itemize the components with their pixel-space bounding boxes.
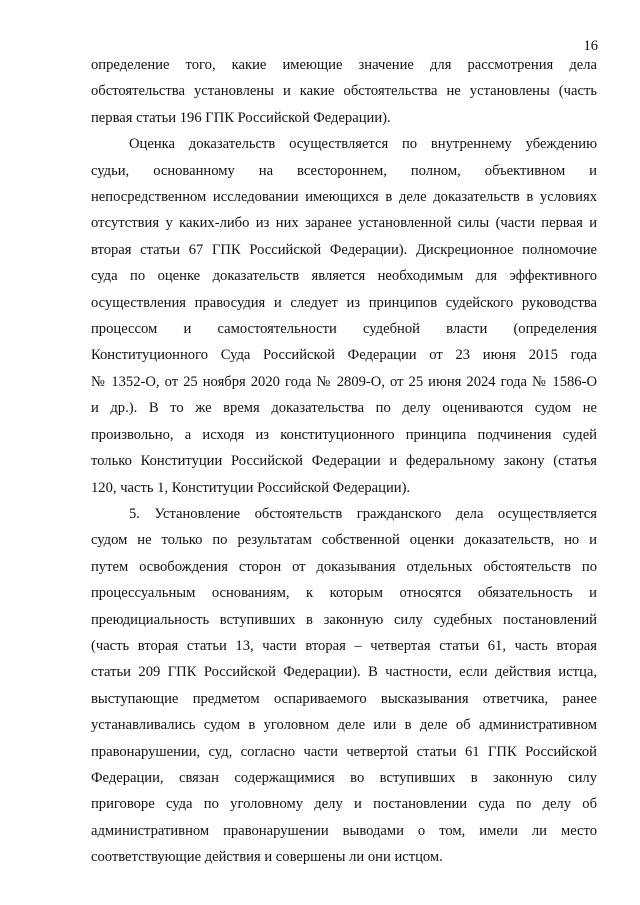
text-line: и др.). В то же время доказательства по делу оцениваются судом не [91,400,597,417]
text-line: только Конституции Российской Федерации и федеральному закону (статья [91,453,597,470]
text-line: обстоятельства установлены и какие обстоятельства не установлены (часть [91,83,597,100]
text-line: судьи, основанному на всестороннем, полном, объективном и [91,162,597,179]
text-line: Конституционного Суда Российской Федерации от 23 июня 2015 года [91,347,597,364]
text-line: непосредственном исследовании имеющихся в деле доказательств в условиях [91,189,597,206]
text-line: вторая статьи 67 ГПК Российской Федерации). Дискреционное полномочие [91,241,597,258]
text-line: правонарушении, суд, согласно части четвертой статьи 61 ГПК Российской [91,743,597,760]
text-line: (часть вторая статьи 13, части вторая – четвертая статьи 61, часть вторая [91,637,597,654]
text-line: приговоре суда по уголовному делу и постановлении суда по делу об [91,796,597,813]
text-line: процессом и самостоятельности судебной власти (определения [91,321,597,338]
paragraph-2 [91,131,597,501]
text-line: определение того, какие имеющие значение для рассмотрения дела [91,57,597,73]
text-line: суда по оценке доказательств является необходимым для эффективного [91,268,597,285]
text-line: Оценка доказательств осуществляется по внутреннему убеждению [129,136,597,153]
text-line: судом не только по результатам собственной оценки доказательств, но и [91,532,597,549]
text-line: статьи 209 ГПК Российской Федерации). В частности, если действия истца, [91,664,597,681]
text-line: № 1352-О, от 25 ноября 2020 года № 2809-О, от 25 июня 2024 года № 1586-О [91,373,597,390]
text-line: выступающие предметом оспариваемого высказывания ответчика, ранее [91,690,597,707]
text-line: первая статьи 196 ГПК Российской Федерации). [91,109,391,126]
text-line: соответствующие действия и совершены ли они истцом. [91,849,443,866]
text-line: отсутствия у каких-либо из них заранее установленной силы (части первая и [91,215,597,232]
text-line: осуществления правосудия и следует из принципов судейского руководства [91,294,597,311]
document-body [91,52,597,871]
text-line: Федерации, связан содержащимися во вступивших в законную силу [91,769,597,786]
text-line: 120, часть 1, Конституции Российской Федерации). [91,479,411,496]
text-line: 5. Установление обстоятельств гражданского дела осуществляется [129,505,597,522]
paragraph-1 [91,52,597,131]
page-number: 16 [583,38,598,54]
text-line: путем освобождения сторон от доказывания отдельных обстоятельств по [91,558,597,575]
text-line: процессуальным основаниям, к которым относятся обязательность и [91,585,597,602]
text-line: устанавливались судом в уголовном деле или в деле об административном [91,717,597,734]
paragraph-3 [91,501,597,871]
text-line: произвольно, а исходя из конституционного принципа подчинения судей [91,426,597,443]
text-line: преюдициальность вступивших в законную силу судебных постановлений [91,611,597,628]
text-line: административном правонарушении выводами о том, имели ли место [91,822,597,839]
